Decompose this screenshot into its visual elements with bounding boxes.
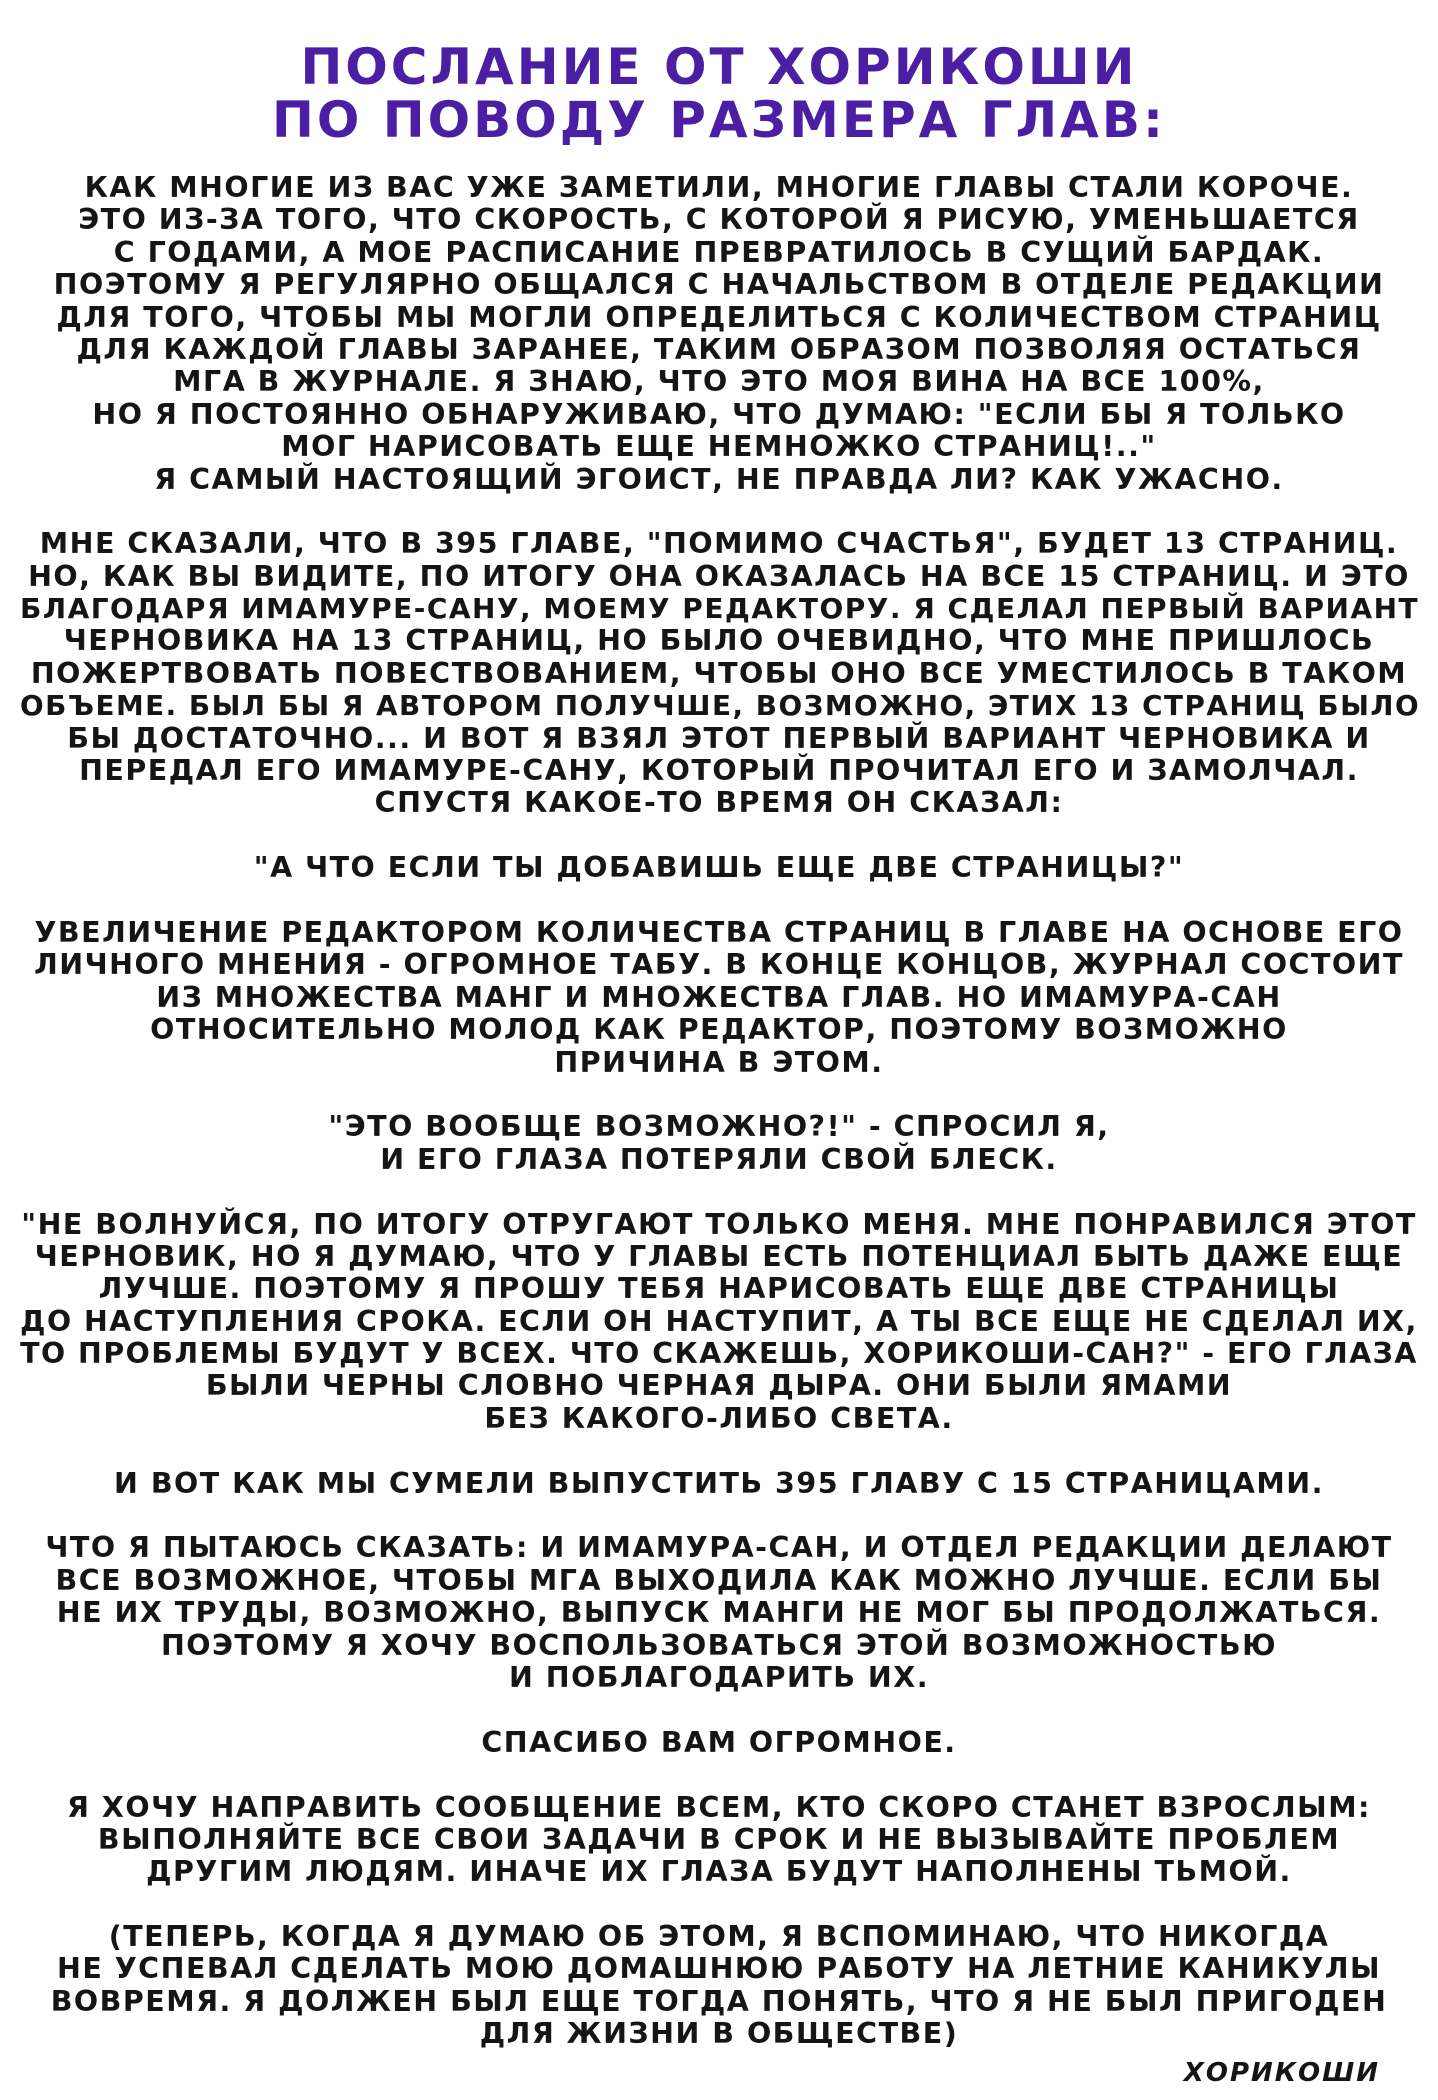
paragraph-line: ИЗ МНОЖЕСТВА МАНГ И МНОЖЕСТВА ГЛАВ. НО ИМАМУРА-САН bbox=[156, 980, 1282, 1014]
page-title-line-1: ПОСЛАНИЕ ОТ ХОРИКОШИ bbox=[300, 38, 1138, 96]
paragraph-line: НО, КАК ВЫ ВИДИТЕ, ПО ИТОГУ ОНА ОКАЗАЛАСЬ НА ВСЕ 15 СТРАНИЦ. И ЭТО bbox=[28, 559, 1410, 593]
paragraph-line: ПРИЧИНА В ЭТОМ. bbox=[554, 1045, 884, 1079]
paragraph-line: МГА В ЖУРНАЛЕ. Я ЗНАЮ, ЧТО ЭТО МОЯ ВИНА НА ВСЕ 100%, bbox=[173, 365, 1265, 399]
paragraph-gap bbox=[20, 1500, 1418, 1532]
paragraph-gap bbox=[20, 1079, 1418, 1111]
paragraph-gap bbox=[20, 1435, 1418, 1467]
paragraph-line: БЫЛИ ЧЕРНЫ СЛОВНО ЧЕРНАЯ ДЫРА. ОНИ БЫЛИ ЯМАМИ bbox=[205, 1369, 1233, 1403]
paragraph-line: НЕ УСПЕВАЛ СДЕЛАТЬ МОЮ ДОМАШНЮЮ РАБОТУ НА ЛЕТНИЕ КАНИКУЛЫ bbox=[56, 1952, 1382, 1986]
paragraph-line: МОГ НАРИСОВАТЬ ЕЩЕ НЕМНОЖКО СТРАНИЦ!.." bbox=[281, 430, 1157, 464]
paragraph-gap bbox=[20, 1694, 1418, 1726]
paragraph-line: ПОЭТОМУ Я РЕГУЛЯРНО ОБЩАЛСЯ С НАЧАЛЬСТВОМ В ОТДЕЛЕ РЕДАКЦИИ bbox=[53, 268, 1385, 302]
paragraph-line: ДРУГИМ ЛЮДЯМ. ИНАЧЕ ИХ ГЛАЗА БУДУТ НАПОЛНЕНЫ ТЬМОЙ. bbox=[146, 1855, 1292, 1889]
paragraph-line: "НЕ ВОЛНУЙСЯ, ПО ИТОГУ ОТРУГАЮТ ТОЛЬКО МЕНЯ. МНЕ ПОНРАВИЛСЯ ЭТОТ bbox=[21, 1207, 1417, 1241]
paragraph-line: УВЕЛИЧЕНИЕ РЕДАКТОРОМ КОЛИЧЕСТВА СТРАНИЦ В ГЛАВЕ НА ОСНОВЕ ЕГО bbox=[34, 915, 1404, 949]
paragraph-line: ПЕРЕДАЛ ЕГО ИМАМУРЕ-САНУ, КОТОРЫЙ ПРОЧИТАЛ ЕГО И ЗАМОЛЧАЛ. bbox=[79, 754, 1359, 788]
paragraph-line: ПОЖЕРТВОВАТЬ ПОВЕСТВОВАНИЕМ, ЧТОБЫ ОНО ВСЕ УМЕСТИЛОСЬ В ТАКОМ bbox=[30, 656, 1408, 690]
paragraph-line: ЧТО Я ПЫТАЮСЬ СКАЗАТЬ: И ИМАМУРА-САН, И ОТДЕЛ РЕДАКЦИИ ДЕЛАЮТ bbox=[45, 1531, 1393, 1565]
paragraph-line: НЕ ИХ ТРУДЫ, ВОЗМОЖНО, ВЫПУСК МАНГИ НЕ МОГ БЫ ПРОДОЛЖАТЬСЯ. bbox=[56, 1596, 1382, 1630]
paragraph-line: "А ЧТО ЕСЛИ ТЫ ДОБАВИШЬ ЕЩЕ ДВЕ СТРАНИЦЫ?" bbox=[253, 851, 1185, 885]
paragraph-line: ДЛЯ ТОГО, ЧТОБЫ МЫ МОГЛИ ОПРЕДЕЛИТЬСЯ С КОЛИЧЕСТВОМ СТРАНИЦ bbox=[56, 300, 1382, 334]
paragraph-line: ЧЕРНОВИКА НА 13 СТРАНИЦ, НО БЫЛО ОЧЕВИДНО, ЧТО МНЕ ПРИШЛОСЬ bbox=[63, 624, 1375, 658]
paragraph-line: ДЛЯ КАЖДОЙ ГЛАВЫ ЗАРАНЕЕ, ТАКИМ ОБРАЗОМ ПОЗВОЛЯЯ ОСТАТЬСЯ bbox=[76, 332, 1362, 366]
paragraph-gap bbox=[20, 496, 1418, 528]
paragraph-line: СПУСТЯ КАКОЕ-ТО ВРЕМЯ ОН СКАЗАЛ: bbox=[374, 786, 1064, 820]
letter-body bbox=[20, 171, 1421, 2051]
paragraph-line: ОБЪЕМЕ. БЫЛ БЫ Я АВТОРОМ ПОЛУЧШЕ, ВОЗМОЖНО, ЭТИХ 13 СТРАНИЦ БЫЛО bbox=[20, 689, 1421, 723]
paragraph-line: ВСЕ ВОЗМОЖНОЕ, ЧТОБЫ МГА ВЫХОДИЛА КАК МОЖНО ЛУЧШЕ. ЕСЛИ БЫ bbox=[55, 1563, 1383, 1597]
paragraph-line: ПОЭТОМУ Я ХОЧУ ВОСПОЛЬЗОВАТЬСЯ ЭТОЙ ВОЗМОЖНОСТЬЮ bbox=[160, 1628, 1278, 1662]
paragraph-line: ДЛЯ ЖИЗНИ В ОБЩЕСТВЕ) bbox=[479, 2017, 959, 2051]
paragraph-line: ТО ПРОБЛЕМЫ БУДУТ У ВСЕХ. ЧТО СКАЖЕШЬ, ХОРИКОШИ-САН?" - ЕГО ГЛАЗА bbox=[20, 1337, 1418, 1371]
paragraph-line: ЛИЧНОГО МНЕНИЯ - ОГРОМНОЕ ТАБУ. В КОНЦЕ КОНЦОВ, ЖУРНАЛ СОСТОИТ bbox=[34, 948, 1404, 982]
paragraph-line: И ПОБЛАГОДАРИТЬ ИХ. bbox=[508, 1660, 930, 1694]
paragraph-line: ОТНОСИТЕЛЬНО МОЛОД КАК РЕДАКТОР, ПОЭТОМУ ВОЗМОЖНО bbox=[150, 1013, 1288, 1047]
paragraph-line: ЧЕРНОВИК, НО Я ДУМАЮ, ЧТО У ГЛАВЫ ЕСТЬ ПОТЕНЦИАЛ БЫТЬ ДАЖЕ ЕЩЕ bbox=[34, 1239, 1404, 1273]
paragraph-line: КАК МНОГИЕ ИЗ ВАС УЖЕ ЗАМЕТИЛИ, МНОГИЕ ГЛАВЫ СТАЛИ КОРОЧЕ. bbox=[84, 171, 1354, 204]
paragraph-line: НО Я ПОСТОЯННО ОБНАРУЖИВАЮ, ЧТО ДУМАЮ: "ЕСЛИ БЫ Я ТОЛЬКО bbox=[92, 397, 1346, 431]
paragraph-gap bbox=[20, 1759, 1418, 1791]
paragraph-line: ЭТО ИЗ-ЗА ТОГО, ЧТО СКОРОСТЬ, С КОТОРОЙ Я РИСУЮ, УМЕНЬШАЕТСЯ bbox=[78, 203, 1360, 237]
paragraph-line: БЛАГОДАРЯ ИМАМУРЕ-САНУ, МОЕМУ РЕДАКТОРУ. Я СДЕЛАЛ ПЕРВЫЙ ВАРИАНТ bbox=[20, 592, 1420, 626]
paragraph-line: ВОВРЕМЯ. Я ДОЛЖЕН БЫЛ ЕЩЕ ТОГДА ПОНЯТЬ, ЧТО Я НЕ БЫЛ ПРИГОДЕН bbox=[50, 1984, 1388, 2018]
paragraph-line: (ТЕПЕРЬ, КОГДА Я ДУМАЮ ОБ ЭТОМ, Я ВСПОМИНАЮ, ЧТО НИКОГДА bbox=[108, 1920, 1330, 1954]
paragraph-line: С ГОДАМИ, А МОЕ РАСПИСАНИЕ ПРЕВРАТИЛОСЬ В СУЩИЙ БАРДАК. bbox=[113, 235, 1325, 269]
paragraph-line: СПАСИБО ВАМ ОГРОМНОЕ. bbox=[481, 1725, 957, 1759]
author-signature: ХОРИКОШИ bbox=[1183, 2058, 1380, 2088]
paragraph-line: "ЭТО ВООБЩЕ ВОЗМОЖНО?!" - СПРОСИЛ Я, bbox=[328, 1110, 1110, 1144]
paragraph-line: Я ХОЧУ НАПРАВИТЬ СООБЩЕНИЕ ВСЕМ, КТО СКОРО СТАНЕТ ВЗРОСЛЫМ: bbox=[67, 1790, 1371, 1824]
paragraph-line: МНЕ СКАЗАЛИ, ЧТО В 395 ГЛАВЕ, "ПОМИМО СЧАСТЬЯ", БУДЕТ 13 СТРАНИЦ. bbox=[39, 527, 1399, 561]
paragraph-gap bbox=[20, 1889, 1418, 1921]
paragraph-line: ВЫПОЛНЯЙТЕ ВСЕ СВОИ ЗАДАЧИ В СРОК И НЕ ВЫЗЫВАЙТЕ ПРОБЛЕМ bbox=[97, 1822, 1341, 1856]
paragraph-gap bbox=[20, 1176, 1418, 1208]
paragraph-line: И ВОТ КАК МЫ СУМЕЛИ ВЫПУСТИТЬ 395 ГЛАВУ С 15 СТРАНИЦАМИ. bbox=[114, 1466, 1324, 1500]
paragraph-line: ДО НАСТУПЛЕНИЯ СРОКА. ЕСЛИ ОН НАСТУПИТ, А ТЫ ВСЕ ЕЩЕ НЕ СДЕЛАЛ ИХ, bbox=[20, 1304, 1418, 1338]
paragraph-line: Я САМЫЙ НАСТОЯЩИЙ ЭГОИСТ, НЕ ПРАВДА ЛИ? КАК УЖАСНО. bbox=[154, 462, 1284, 496]
paragraph-line: ЛУЧШЕ. ПОЭТОМУ Я ПРОШУ ТЕБЯ НАРИСОВАТЬ ЕЩЕ ДВЕ СТРАНИЦЫ bbox=[98, 1272, 1340, 1306]
paragraph-gap bbox=[20, 885, 1418, 917]
paragraph-line: БЫ ДОСТАТОЧНО... И ВОТ Я ВЗЯЛ ЭТОТ ПЕРВЫЙ ВАРИАНТ ЧЕРНОВИКА И bbox=[67, 721, 1371, 755]
paragraph-line: И ЕГО ГЛАЗА ПОТЕРЯЛИ СВОЙ БЛЕСК. bbox=[380, 1142, 1058, 1176]
page-title-line-2: ПО ПОВОДУ РАЗМЕРА ГЛАВ: bbox=[272, 91, 1166, 149]
paragraph-gap bbox=[20, 820, 1418, 852]
paragraph-line: БЕЗ КАКОГО-ЛИБО СВЕТА. bbox=[484, 1401, 954, 1435]
